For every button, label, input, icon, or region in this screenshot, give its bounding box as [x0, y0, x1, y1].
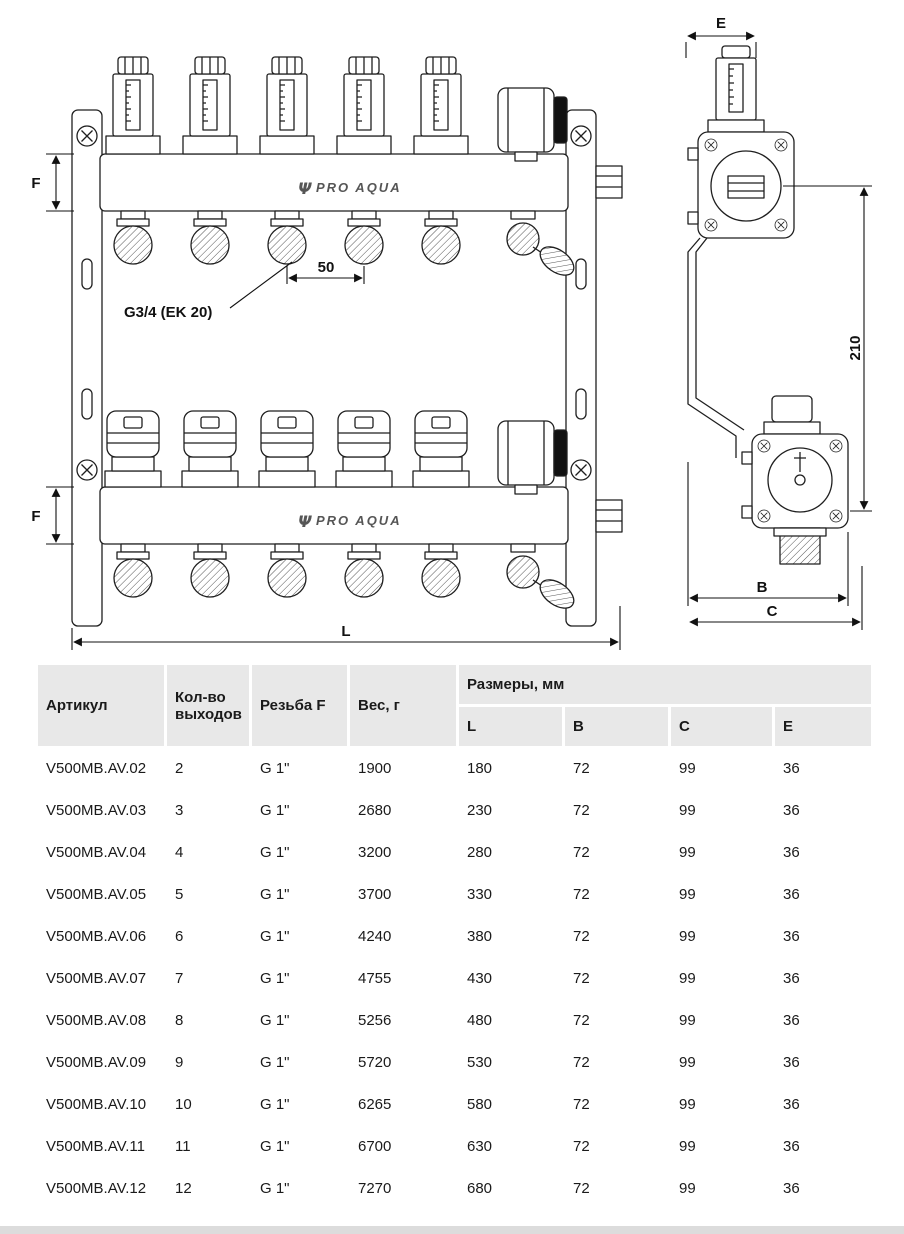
cell-dim-c: 99: [671, 917, 772, 956]
side-collar: [764, 422, 820, 434]
cell-article: V500MB.AV.03: [38, 791, 164, 830]
side-meter-cap: [722, 46, 750, 58]
cell-thread: G 1": [252, 875, 347, 914]
cell-article: V500MB.AV.11: [38, 1127, 164, 1166]
outlet-coupling: [114, 544, 152, 597]
cell-outputs: 5: [167, 875, 249, 914]
cell-dim-e: 36: [775, 1169, 871, 1208]
bracket-slot: [82, 259, 92, 289]
side-top-sight: [728, 176, 764, 198]
col-dim-c: C: [671, 707, 772, 746]
screw-icon: [571, 126, 591, 146]
cell-thread: G 1": [252, 749, 347, 788]
air-vent: [498, 88, 567, 161]
flow-meter: [414, 57, 468, 154]
table-row: [38, 875, 871, 914]
cell-dim-c: 99: [671, 1085, 772, 1124]
outlet-coupling: [191, 544, 229, 597]
table-row: [38, 791, 871, 830]
col-weight: Вес, г: [350, 665, 456, 746]
cell-dim-l: 380: [459, 917, 562, 956]
cell-dim-b: 72: [565, 1001, 668, 1040]
side-actuator: [772, 396, 812, 422]
cell-weight: 3200: [350, 833, 456, 872]
valve-actuator: [336, 411, 392, 487]
cell-weight: 4240: [350, 917, 456, 956]
cell-dim-b: 72: [565, 833, 668, 872]
cell-dim-b: 72: [565, 875, 668, 914]
cell-thread: G 1": [252, 1169, 347, 1208]
outlet-coupling: [114, 211, 152, 264]
side-meter-flange: [708, 120, 764, 132]
outlet-coupling: [345, 544, 383, 597]
table-row: [38, 959, 871, 998]
cell-thread: G 1": [252, 791, 347, 830]
table-row: [38, 1169, 871, 1208]
cell-outputs: 2: [167, 749, 249, 788]
cell-dim-l: 430: [459, 959, 562, 998]
cell-thread: G 1": [252, 917, 347, 956]
outlet-coupling: [191, 211, 229, 264]
cell-dim-e: 36: [775, 875, 871, 914]
flow-meter: [337, 57, 391, 154]
cell-dim-c: 99: [671, 1169, 772, 1208]
bracket-slot: [576, 259, 586, 289]
col-dim-l: L: [459, 707, 562, 746]
cell-article: V500MB.AV.09: [38, 1043, 164, 1082]
cell-outputs: 12: [167, 1169, 249, 1208]
cell-article: V500MB.AV.12: [38, 1169, 164, 1208]
left-bracket: [72, 110, 102, 626]
cell-weight: 6265: [350, 1085, 456, 1124]
table-row: [38, 1085, 871, 1124]
label-f-top: F: [31, 175, 41, 192]
cell-dim-c: 99: [671, 875, 772, 914]
cell-dim-b: 72: [565, 749, 668, 788]
cell-dim-e: 36: [775, 1001, 871, 1040]
right-bracket: [566, 110, 596, 626]
hex-end-plug: [596, 166, 622, 198]
valve-actuator: [259, 411, 315, 487]
cell-outputs: 10: [167, 1085, 249, 1124]
cell-thread: G 1": [252, 1043, 347, 1082]
page-footer-bar: [0, 1226, 904, 1234]
cell-weight: 1900: [350, 749, 456, 788]
screw-icon: [775, 139, 787, 151]
brand-logo-bottom: PRO AQUA: [316, 513, 402, 528]
label-e: E: [715, 15, 727, 32]
cell-dim-b: 72: [565, 791, 668, 830]
cell-outputs: 9: [167, 1043, 249, 1082]
cell-dim-b: 72: [565, 1127, 668, 1166]
cell-article: V500MB.AV.10: [38, 1085, 164, 1124]
screw-icon: [705, 139, 717, 151]
screw-icon: [775, 219, 787, 231]
outlet-coupling: [268, 211, 306, 264]
cell-weight: 2680: [350, 791, 456, 830]
cell-article: V500MB.AV.04: [38, 833, 164, 872]
label-outlet-spacing: 50: [317, 259, 335, 276]
cell-outputs: 8: [167, 1001, 249, 1040]
cell-article: V500MB.AV.07: [38, 959, 164, 998]
screw-icon: [830, 440, 842, 452]
screw-icon: [77, 126, 97, 146]
cell-thread: G 1": [252, 959, 347, 998]
outlet-coupling: [345, 211, 383, 264]
label-fitting: G3/4 (EK 20): [124, 304, 213, 321]
side-view: [688, 46, 848, 564]
cell-dim-c: 99: [671, 791, 772, 830]
cell-weight: 5720: [350, 1043, 456, 1082]
table-row: [38, 1127, 871, 1166]
cell-dim-b: 72: [565, 1169, 668, 1208]
cell-article: V500MB.AV.06: [38, 917, 164, 956]
flow-meter: [260, 57, 314, 154]
flow-meter: [183, 57, 237, 154]
screw-icon: [705, 219, 717, 231]
cell-dim-b: 72: [565, 917, 668, 956]
screw-icon: [571, 460, 591, 480]
hex-end-plug: [596, 500, 622, 532]
wall-bracket: [688, 238, 736, 458]
cell-outputs: 4: [167, 833, 249, 872]
cell-dim-l: 480: [459, 1001, 562, 1040]
screw-icon: [830, 510, 842, 522]
front-view: [72, 57, 622, 626]
cell-dim-c: 99: [671, 959, 772, 998]
cell-dim-l: 230: [459, 791, 562, 830]
table-row: [38, 1043, 871, 1082]
bracket-slot: [82, 389, 92, 419]
cell-dim-b: 72: [565, 1085, 668, 1124]
cell-dim-l: 280: [459, 833, 562, 872]
spec-table-header: [38, 665, 871, 746]
cell-dim-e: 36: [775, 1043, 871, 1082]
col-dim-e: E: [775, 707, 871, 746]
flow-meter: [106, 57, 160, 154]
cell-dim-c: 99: [671, 1001, 772, 1040]
cell-dim-b: 72: [565, 1043, 668, 1082]
cell-article: V500MB.AV.05: [38, 875, 164, 914]
cell-dim-l: 530: [459, 1043, 562, 1082]
label-f-bottom: F: [31, 508, 41, 525]
table-row: [38, 749, 871, 788]
screw-icon: [758, 440, 770, 452]
cell-dim-e: 36: [775, 749, 871, 788]
label-height-210: 210: [847, 335, 864, 361]
cell-weight: 7270: [350, 1169, 456, 1208]
outlet-coupling: [422, 544, 460, 597]
col-outputs: Кол-во выходов: [167, 665, 249, 746]
cell-dim-l: 180: [459, 749, 562, 788]
outlet-coupling: [422, 211, 460, 264]
cell-dim-e: 36: [775, 1085, 871, 1124]
cell-dim-e: 36: [775, 959, 871, 998]
cell-article: V500MB.AV.08: [38, 1001, 164, 1040]
valve-actuator: [182, 411, 238, 487]
cell-thread: G 1": [252, 1127, 347, 1166]
cell-dim-l: 580: [459, 1085, 562, 1124]
cell-dim-c: 99: [671, 749, 772, 788]
spec-table: [35, 662, 874, 1211]
cell-dim-e: 36: [775, 917, 871, 956]
cell-dim-c: 99: [671, 1043, 772, 1082]
valve-actuator: [105, 411, 161, 487]
cell-dim-l: 330: [459, 875, 562, 914]
proaqua-logo-icon: Ψ: [298, 512, 312, 531]
cell-outputs: 7: [167, 959, 249, 998]
cell-dim-c: 99: [671, 1127, 772, 1166]
proaqua-logo-icon: Ψ: [298, 179, 312, 198]
spec-table-body: [38, 749, 871, 1208]
side-meter-window: [729, 64, 743, 112]
bracket-slot: [576, 389, 586, 419]
cell-weight: 5256: [350, 1001, 456, 1040]
cell-dim-e: 36: [775, 791, 871, 830]
table-row: [38, 917, 871, 956]
screw-icon: [758, 510, 770, 522]
label-c: C: [766, 603, 778, 620]
col-dimensions: Размеры, мм: [459, 665, 871, 704]
cell-dim-b: 72: [565, 959, 668, 998]
valve-actuator: [413, 411, 469, 487]
col-dim-b: B: [565, 707, 668, 746]
cell-dim-c: 99: [671, 833, 772, 872]
cell-weight: 4755: [350, 959, 456, 998]
label-length: L: [341, 623, 351, 640]
cell-weight: 3700: [350, 875, 456, 914]
table-row: [38, 833, 871, 872]
cell-thread: G 1": [252, 1085, 347, 1124]
cell-outputs: 6: [167, 917, 249, 956]
outlet-coupling: [268, 544, 306, 597]
cell-weight: 6700: [350, 1127, 456, 1166]
cell-article: V500MB.AV.02: [38, 749, 164, 788]
cell-dim-l: 630: [459, 1127, 562, 1166]
cell-thread: G 1": [252, 1001, 347, 1040]
cell-thread: G 1": [252, 833, 347, 872]
spec-table-section: [35, 662, 874, 1211]
air-vent: [498, 421, 567, 494]
label-b: B: [756, 579, 768, 596]
cell-dim-e: 36: [775, 1127, 871, 1166]
brand-logo-top: PRO AQUA: [316, 180, 402, 195]
screw-icon: [77, 460, 97, 480]
col-thread: Резьба F: [252, 665, 347, 746]
table-row: [38, 1001, 871, 1040]
cell-outputs: 11: [167, 1127, 249, 1166]
manifold-technical-drawing: [0, 6, 904, 656]
cell-dim-e: 36: [775, 833, 871, 872]
cell-outputs: 3: [167, 791, 249, 830]
cell-dim-l: 680: [459, 1169, 562, 1208]
col-article: Артикул: [38, 665, 164, 746]
